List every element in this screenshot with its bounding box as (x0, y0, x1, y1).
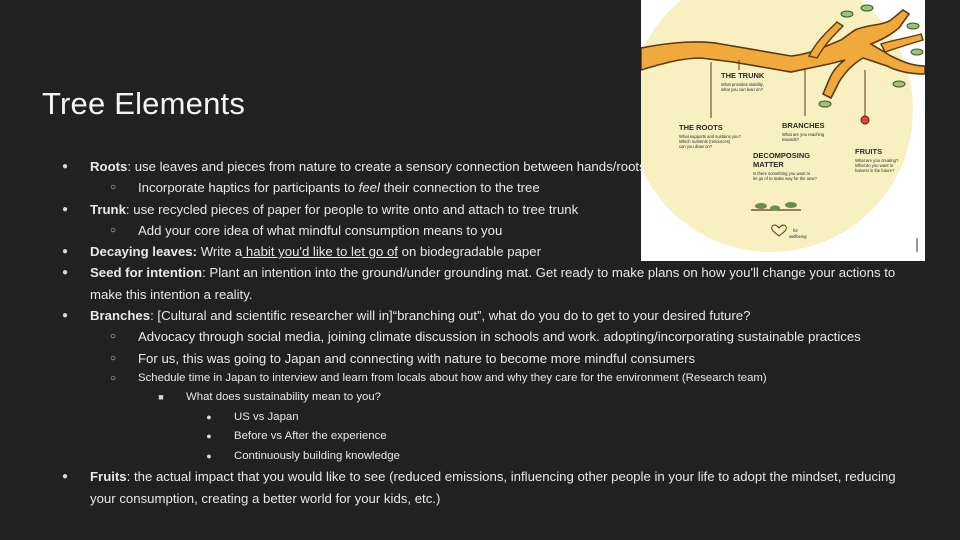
bullet-text: US vs Japan (234, 410, 299, 423)
sub-sub-sub-bullet-before-after (58, 427, 908, 447)
sub-bullet-roots (58, 177, 908, 198)
decomposing-question-1: Is there something you want to (753, 171, 811, 176)
fruits-title: FRUITS (855, 147, 883, 156)
bullet-marker: ● (206, 431, 212, 442)
sub-sub-sub-bullet-us-vs-japan (58, 408, 908, 428)
branches-title: BRANCHES (782, 121, 825, 130)
bullet-text: Advocacy through social media, joining climate discussion in schools and work. adopting/incorporating sustainable practices (138, 329, 861, 345)
bullet-fruits (58, 466, 908, 509)
leaf (911, 49, 923, 55)
bullet-text: Before vs After the experience (234, 430, 387, 443)
sub-bullet-marker: ○ (109, 372, 117, 384)
bullet-label: Fruits (90, 469, 127, 485)
bullet-marker: ● (61, 310, 69, 322)
bullet-text: their connection to the tree (379, 180, 540, 196)
bullet-text: Add your core idea of what mindful consumption means to you (138, 222, 503, 238)
bullet-seed (58, 262, 908, 305)
bullet-text: : the actual impact that you would like to see (reduced emissions, influencing other people in your life to adopt the mindset, reducing your consumption, creating a better world for your kids, etc.) (90, 469, 896, 506)
bullet-text: Incorporate haptics for participants to (138, 180, 359, 196)
bullet-text: Write a (197, 244, 243, 260)
logo-text-1: for (793, 228, 798, 233)
bullet-roots (58, 156, 908, 177)
fruits-question-1: What are you creating? (855, 158, 899, 163)
bullet-label: Roots (90, 159, 128, 174)
bullet-label: Trunk (90, 201, 126, 217)
trunk-question-1: What provides stability, (721, 82, 764, 87)
decomposing-title-2: MATTER (753, 160, 784, 169)
bullet-list (58, 156, 908, 509)
leaf (819, 101, 831, 107)
bullet-text: : use leaves and pieces from nature to create a sensory connection between hands/roots (127, 159, 646, 174)
sub-bullet-marker: ○ (109, 352, 117, 364)
bullet-text: : Plant an intention into the ground/under grounding mat. Get ready to make plans on how you'll change your actions to make this intention a reality. (90, 265, 896, 302)
sub-bullet-marker: ○ (109, 224, 117, 236)
bullet-label: Decaying leaves: (90, 244, 198, 260)
leaf (841, 11, 853, 17)
bullet-text: : [Cultural and scientific researcher will in]“branching out”, what do you do to get to your desired future? (150, 308, 751, 324)
bullet-marker: ● (61, 246, 69, 258)
fruits-question-2: What do you want to (855, 163, 894, 168)
sub-sub-sub-bullet-knowledge (58, 447, 908, 467)
square-bullet-marker: ■ (158, 392, 164, 403)
bullet-marker: ● (61, 471, 69, 483)
bullet-text: Continuously building knowledge (234, 449, 400, 462)
sub-bullet-branches-2 (58, 348, 908, 369)
bullet-emphasis: feel (358, 180, 380, 196)
sub-bullet-marker: ○ (109, 331, 117, 343)
leaf (893, 81, 905, 87)
bullet-marker: ● (61, 161, 69, 172)
trunk-question-2: what you can lean on? (721, 87, 763, 92)
fruit (861, 116, 869, 124)
bullet-marker: ● (61, 267, 69, 279)
decomposing-title-1: DECOMPOSING (753, 151, 811, 160)
roots-question-1: What supports and sustains you? (679, 134, 741, 139)
bullet-decaying-leaves (58, 241, 908, 262)
bullet-text: What does sustainability mean to you? (186, 391, 382, 404)
branches-question-2: towards? (782, 137, 799, 142)
leaf (861, 5, 873, 11)
bullet-marker: ● (61, 203, 69, 215)
sub-bullet-trunk (58, 220, 908, 241)
slide-title: Tree Elements (42, 86, 246, 121)
sub-bullet-branches-3 (58, 369, 908, 389)
bullet-marker: ● (206, 411, 212, 422)
roots-title: THE ROOTS (679, 123, 723, 132)
trunk-title: THE TRUNK (721, 71, 765, 80)
bullet-branches (58, 305, 908, 326)
bullet-text: on biodegradable paper (397, 244, 541, 260)
roots-question-3: can you draw on? (679, 144, 713, 149)
decomposing-question-2: let go of to make way for the new? (753, 176, 817, 181)
bullet-label: Branches (90, 308, 151, 324)
bullet-trunk (58, 199, 908, 220)
bullet-marker: ● (206, 450, 212, 461)
fruits-question-3: harvest in the future? (855, 168, 895, 173)
roots-question-2: Which nutrients (resources) (679, 139, 731, 144)
bullet-text: For us, this was going to Japan and connecting with nature to become more mindful consumers (138, 350, 696, 366)
leaf (907, 23, 919, 29)
logo-text-2: wellbeing (789, 234, 807, 239)
sub-bullet-marker: ○ (109, 182, 117, 194)
bullet-text: Schedule time in Japan to interview and learn from locals about how and why they care for the environment (Research team) (138, 371, 767, 384)
sub-sub-bullet-sustainability (58, 388, 908, 408)
branches-question-1: What are you reaching (782, 132, 825, 137)
bullet-label: Seed for intention (90, 265, 203, 281)
sub-bullet-branches-1 (58, 326, 908, 347)
bullet-underlined-text: habit you'd like to let go of (242, 244, 398, 260)
bullet-text: : use recycled pieces of paper for people to write onto and attach to tree trunk (125, 201, 579, 217)
